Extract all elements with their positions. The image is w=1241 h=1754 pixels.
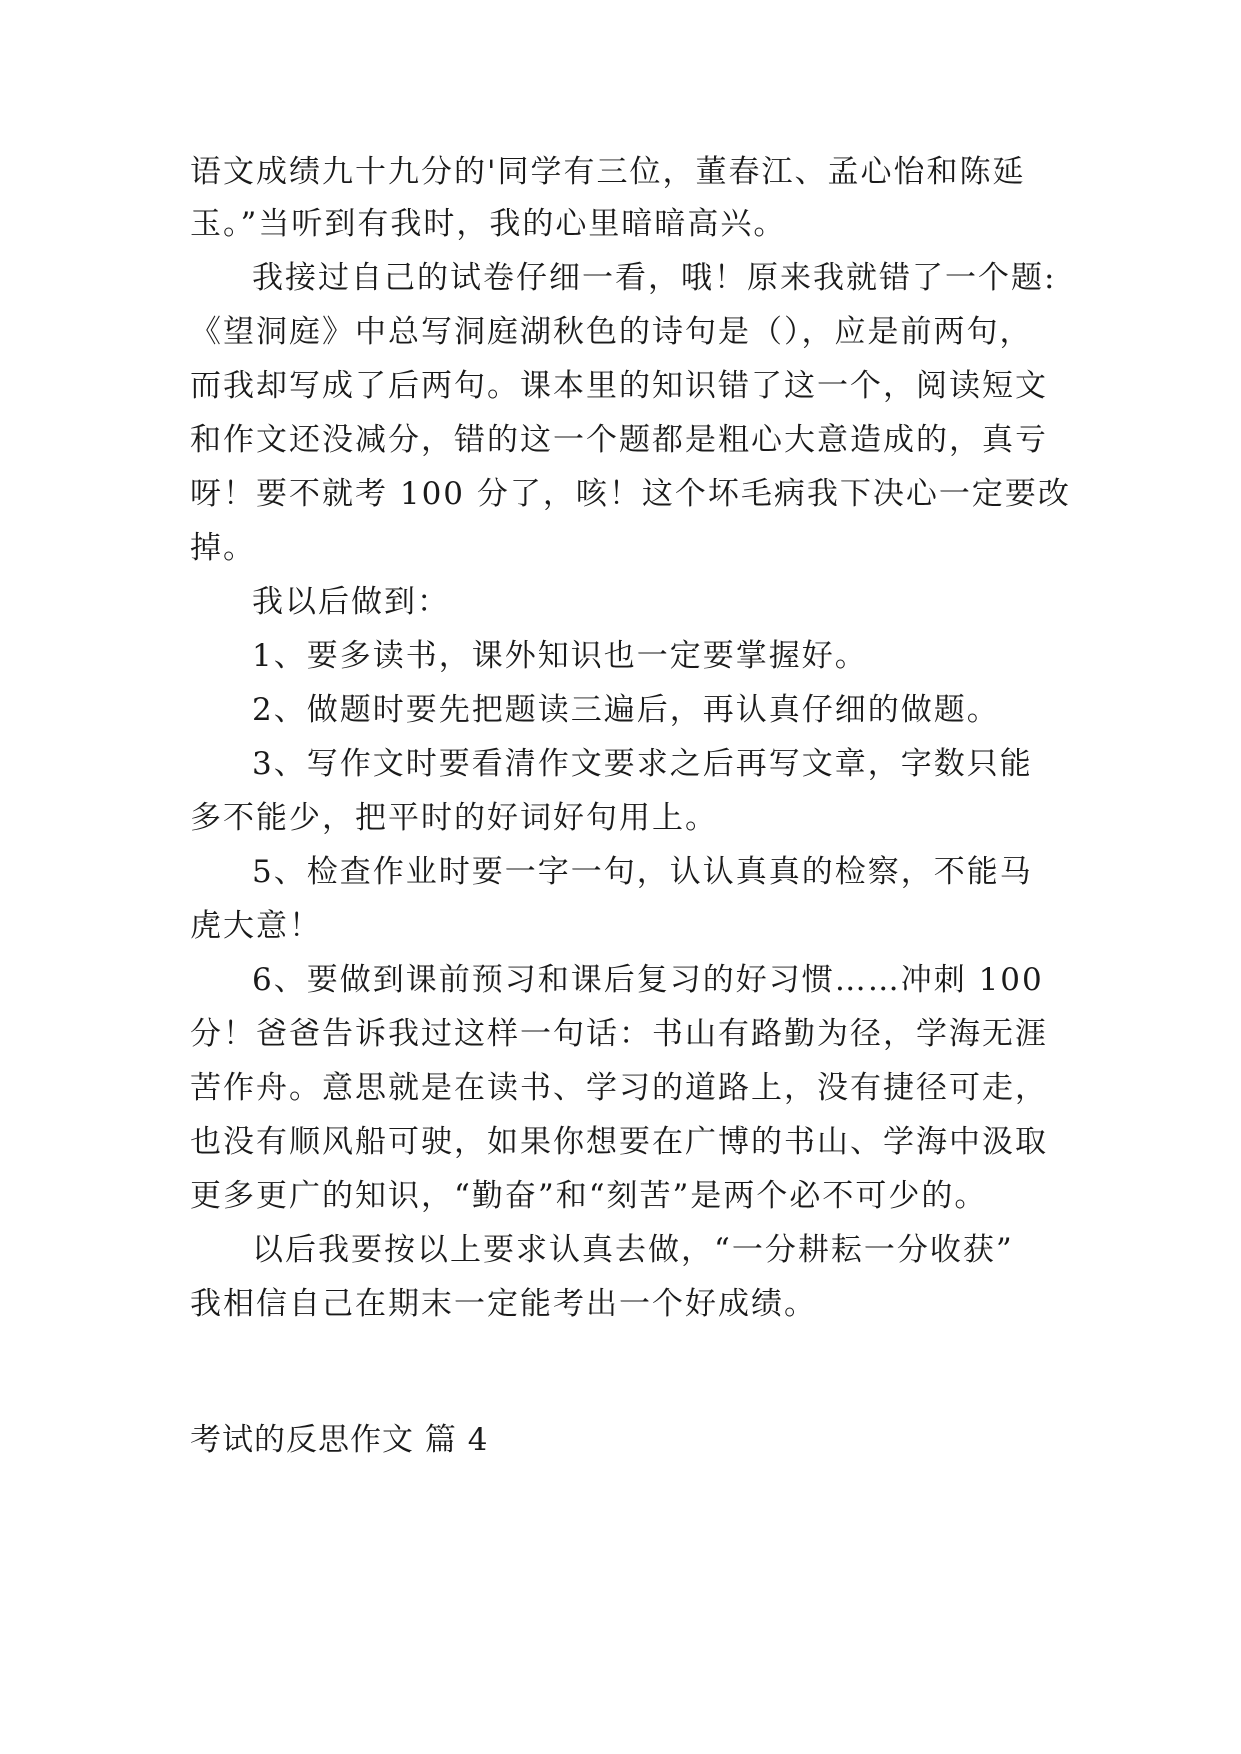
paragraph-line: 苦作舟。意思就是在读书、学习的道路上，没有捷径可走，	[190, 1070, 1048, 1106]
list-item: 6、要做到课前预习和课后复习的好习惯……冲刺 100	[252, 962, 1044, 998]
paragraph-line: 掉。	[190, 530, 256, 566]
paragraph-line: 也没有顺风船可驶，如果你想要在广博的书山、学海中汲取	[190, 1124, 1048, 1160]
paragraph-line: 分！爸爸告诉我过这样一句话：书山有路勤为径，学海无涯	[190, 1016, 1048, 1052]
paragraph-line: 玉。”当听到有我时，我的心里暗暗高兴。	[190, 206, 787, 242]
paragraph-line: 语文成绩九十九分的'同学有三位，董春江、孟心怡和陈延	[190, 154, 1026, 190]
section-heading: 考试的反思作文 篇 4	[190, 1422, 489, 1458]
list-item: 3、写作文时要看清作文要求之后再写文章，字数只能	[252, 746, 1033, 782]
paragraph-line: 我以后做到：	[252, 584, 450, 620]
paragraph-line: 《望洞庭》中总写洞庭湖秋色的诗句是（），应是前两句，	[190, 314, 1033, 350]
paragraph-line: 虎大意！	[190, 908, 322, 944]
list-item: 2、做题时要先把题读三遍后，再认真仔细的做题。	[252, 692, 1000, 728]
paragraph-line: 我相信自己在期末一定能考出一个好成绩。	[190, 1286, 817, 1322]
paragraph-line: 以后我要按以上要求认真去做，“一分耕耘一分收获”	[252, 1232, 1014, 1268]
list-item: 1、要多读书，课外知识也一定要掌握好。	[252, 638, 868, 674]
paragraph-line: 和作文还没减分，错的这一个题都是粗心大意造成的，真亏	[190, 422, 1048, 458]
paragraph-line: 呀！要不就考 100 分了，咳！这个坏毛病我下决心一定要改	[190, 476, 1071, 512]
paragraph-line: 更多更广的知识，“勤奋”和“刻苦”是两个必不可少的。	[190, 1178, 988, 1214]
paragraph-line: 我接过自己的试卷仔细一看，哦！原来我就错了一个题:	[252, 260, 1057, 296]
paragraph-line: 多不能少，把平时的好词好句用上。	[190, 800, 718, 836]
list-item: 5、检查作业时要一字一句，认认真真的检察，不能马	[252, 854, 1033, 890]
paragraph-line: 而我却写成了后两句。课本里的知识错了这一个，阅读短文	[190, 368, 1048, 404]
